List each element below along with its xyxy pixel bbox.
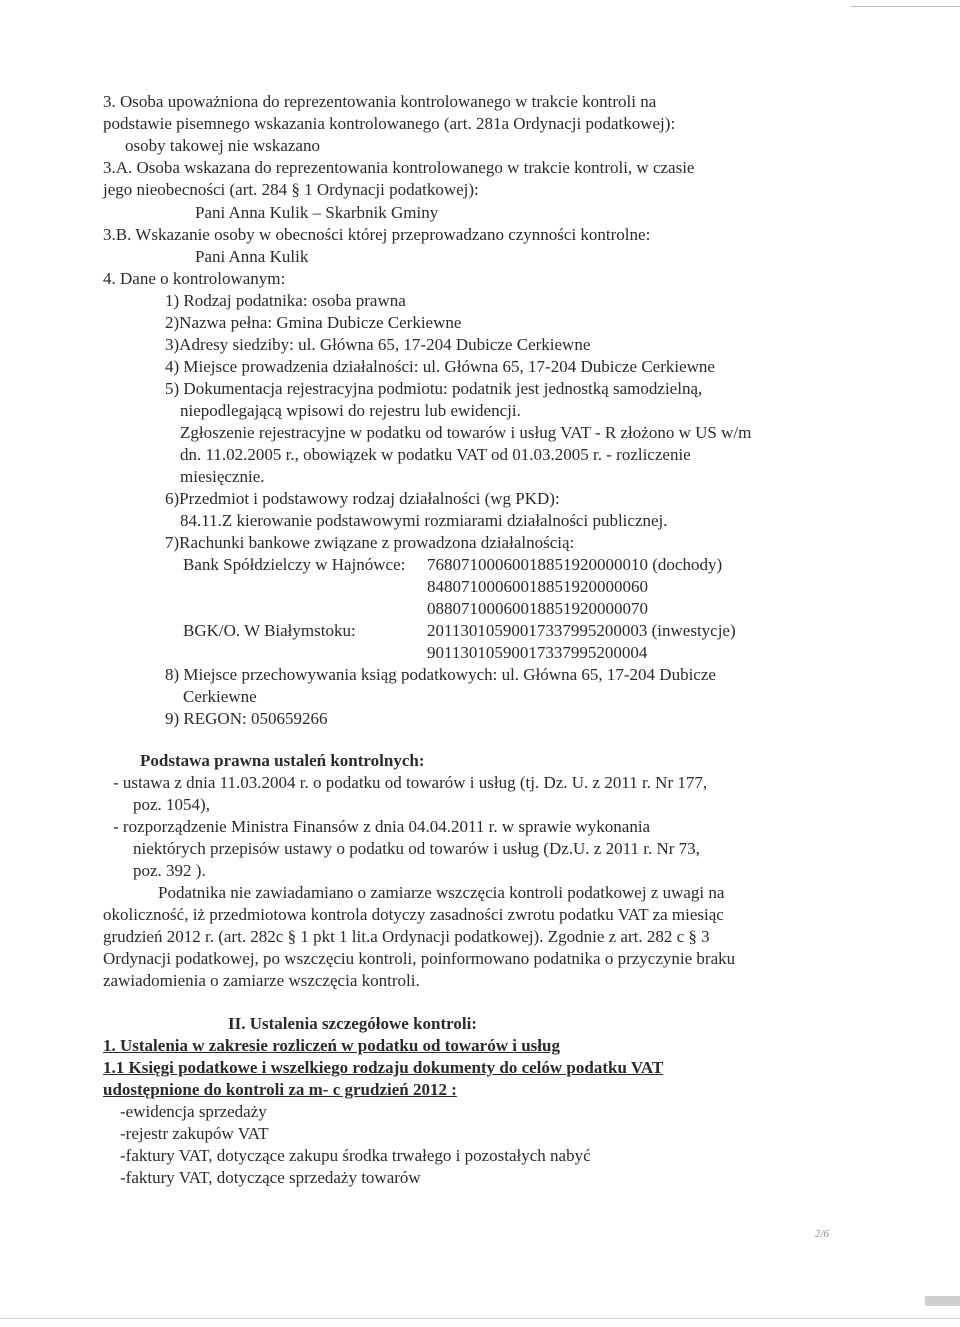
bank1-account2: 84807100060018851920000060 [427,577,648,596]
section3-line3: osoby takowej nie wskazano [125,136,320,155]
bank2-account2: 90113010590017337995200004 [427,643,648,662]
section3-line2: podstawie pisemnego wskazania kontrolowanego (art. 281a Ordynacji podatkowej): [103,114,676,133]
legal-basis-2-line3: poz. 392 ). [133,861,206,880]
subsection1-1-line2: udostępnione do kontroli za m- c grudzień 2012 : [103,1080,457,1099]
paragraph-line2: okoliczność, iż przedmiotowa kontrola dotyczy zasadności zwrotu podatku VAT za miesiąc [103,905,724,924]
legal-basis-2-line2: niektórych przepisów ustawy o podatku od towarów i usług (Dz.U. z 2011 r. Nr 73, [133,839,700,858]
bank2-name: BGK/O. W Białymstoku: [183,621,356,640]
document-list-item-4: -faktury VAT, dotyczące sprzedaży towarów [120,1168,421,1187]
paragraph-line1: Podatnika nie zawiadamiano o zamiarze wszczęcia kontroli podatkowej z uwagi na [158,883,725,902]
section3a-line2: jego nieobecności (art. 284 § 1 Ordynacji podatkowej): [103,180,479,199]
item-6-line2: 84.11.Z kierowanie podstawowymi rozmiarami działalności publicznej. [180,511,668,530]
scan-mark-bottom [925,1296,960,1306]
bank1-account1: 76807100060018851920000010 (dochody) [427,555,723,574]
page-number: 2/6 [815,1228,830,1240]
bank1-account3: 08807100060018851920000070 [427,599,648,618]
item-5-line2: niepodlegającą wpisowi do rejestru lub ewidencji. [180,401,521,420]
subsection1-1-line1: 1.1 Księgi podatkowe i wszelkiego rodzaju dokumenty do celów podatku VAT [103,1058,664,1077]
item-4: 4) Miejsce prowadzenia działalności: ul. Główna 65, 17-204 Dubicze Cerkiewne [165,357,715,376]
scan-mark-bottom-line [0,1318,960,1319]
section2-title: II. Ustalenia szczegółowe kontroli: [228,1014,477,1033]
bank1-name: Bank Spółdzielczy w Hajnówce: [183,555,406,574]
item-7-title: 7)Rachunki bankowe związane z prowadzona działalnością: [165,533,575,552]
item-5-line1: 5) Dokumentacja rejestracyjna podmiotu: podatnik jest jednostką samodzielną, [165,379,703,398]
item-9: 9) REGON: 050659266 [165,709,328,728]
section3a-line1: 3.A. Osoba wskazana do reprezentowania kontrolowanego w trakcie kontroli, w czasie [103,158,695,177]
bank2-account1: 20113010590017337995200003 (inwestycje) [427,621,736,640]
item-2: 2)Nazwa pełna: Gmina Dubicze Cerkiewne [165,313,462,332]
item-5-line5: miesięcznie. [180,467,265,486]
item-5-line3: Zgłoszenie rejestracyjne w podatku od towarów i usług VAT - R złożono w US w/m [180,423,752,442]
item-5-line4: dn. 11.02.2005 r., obowiązek w podatku VAT od 01.03.2005 r. - rozliczenie [180,445,691,464]
item-8-line2: Cerkiewne [183,687,257,706]
section3-line1: 3. Osoba upoważniona do reprezentowania kontrolowanego w trakcie kontroli na [103,92,657,111]
section3b-line2: Pani Anna Kulik [195,247,309,266]
item-8-line1: 8) Miejsce przechowywania ksiąg podatkowych: ul. Główna 65, 17-204 Dubicze [165,665,716,684]
subsection1-title: 1. Ustalenia w zakresie rozliczeń w podatku od towarów i usług [103,1036,560,1055]
legal-basis-title: Podstawa prawna ustaleń kontrolnych: [140,751,425,770]
item-6-line1: 6)Przedmiot i podstawowy rodzaj działalności (wg PKD): [165,489,560,508]
legal-basis-1-line2: poz. 1054), [133,795,210,814]
scan-mark-top [850,6,960,7]
section3a-line3: Pani Anna Kulik – Skarbnik Gminy [195,203,439,222]
item-3: 3)Adresy siedziby: ul. Główna 65, 17-204 Dubicze Cerkiewne [165,335,591,354]
document-list-item-2: -rejestr zakupów VAT [120,1124,269,1143]
legal-basis-1-line1: - ustawa z dnia 11.03.2004 r. o podatku od towarów i usług (tj. Dz. U. z 2011 r. Nr 177, [113,773,708,792]
paragraph-line5: zawiadomienia o zamiarze wszczęcia kontroli. [103,971,420,990]
paragraph-line4: Ordynacji podatkowej, po wszczęciu kontroli, poinformowano podatnika o przyczynie braku [103,949,736,968]
section4-title: 4. Dane o kontrolowanym: [103,269,286,288]
document-list-item-1: -ewidencja sprzedaży [120,1102,267,1121]
document-list-item-3: -faktury VAT, dotyczące zakupu środka trwałego i pozostałych nabyć [120,1146,591,1165]
item-1: 1) Rodzaj podatnika: osoba prawna [165,291,406,310]
paragraph-line3: grudzień 2012 r. (art. 282c § 1 pkt 1 lit.a Ordynacji podatkowej). Zgodnie z art. 282 c § 3 [103,927,710,946]
section3b-line1: 3.B. Wskazanie osoby w obecności której przeprowadzano czynności kontrolne: [103,225,651,244]
legal-basis-2-line1: - rozporządzenie Ministra Finansów z dnia 04.04.2011 r. w sprawie wykonania [113,817,651,836]
